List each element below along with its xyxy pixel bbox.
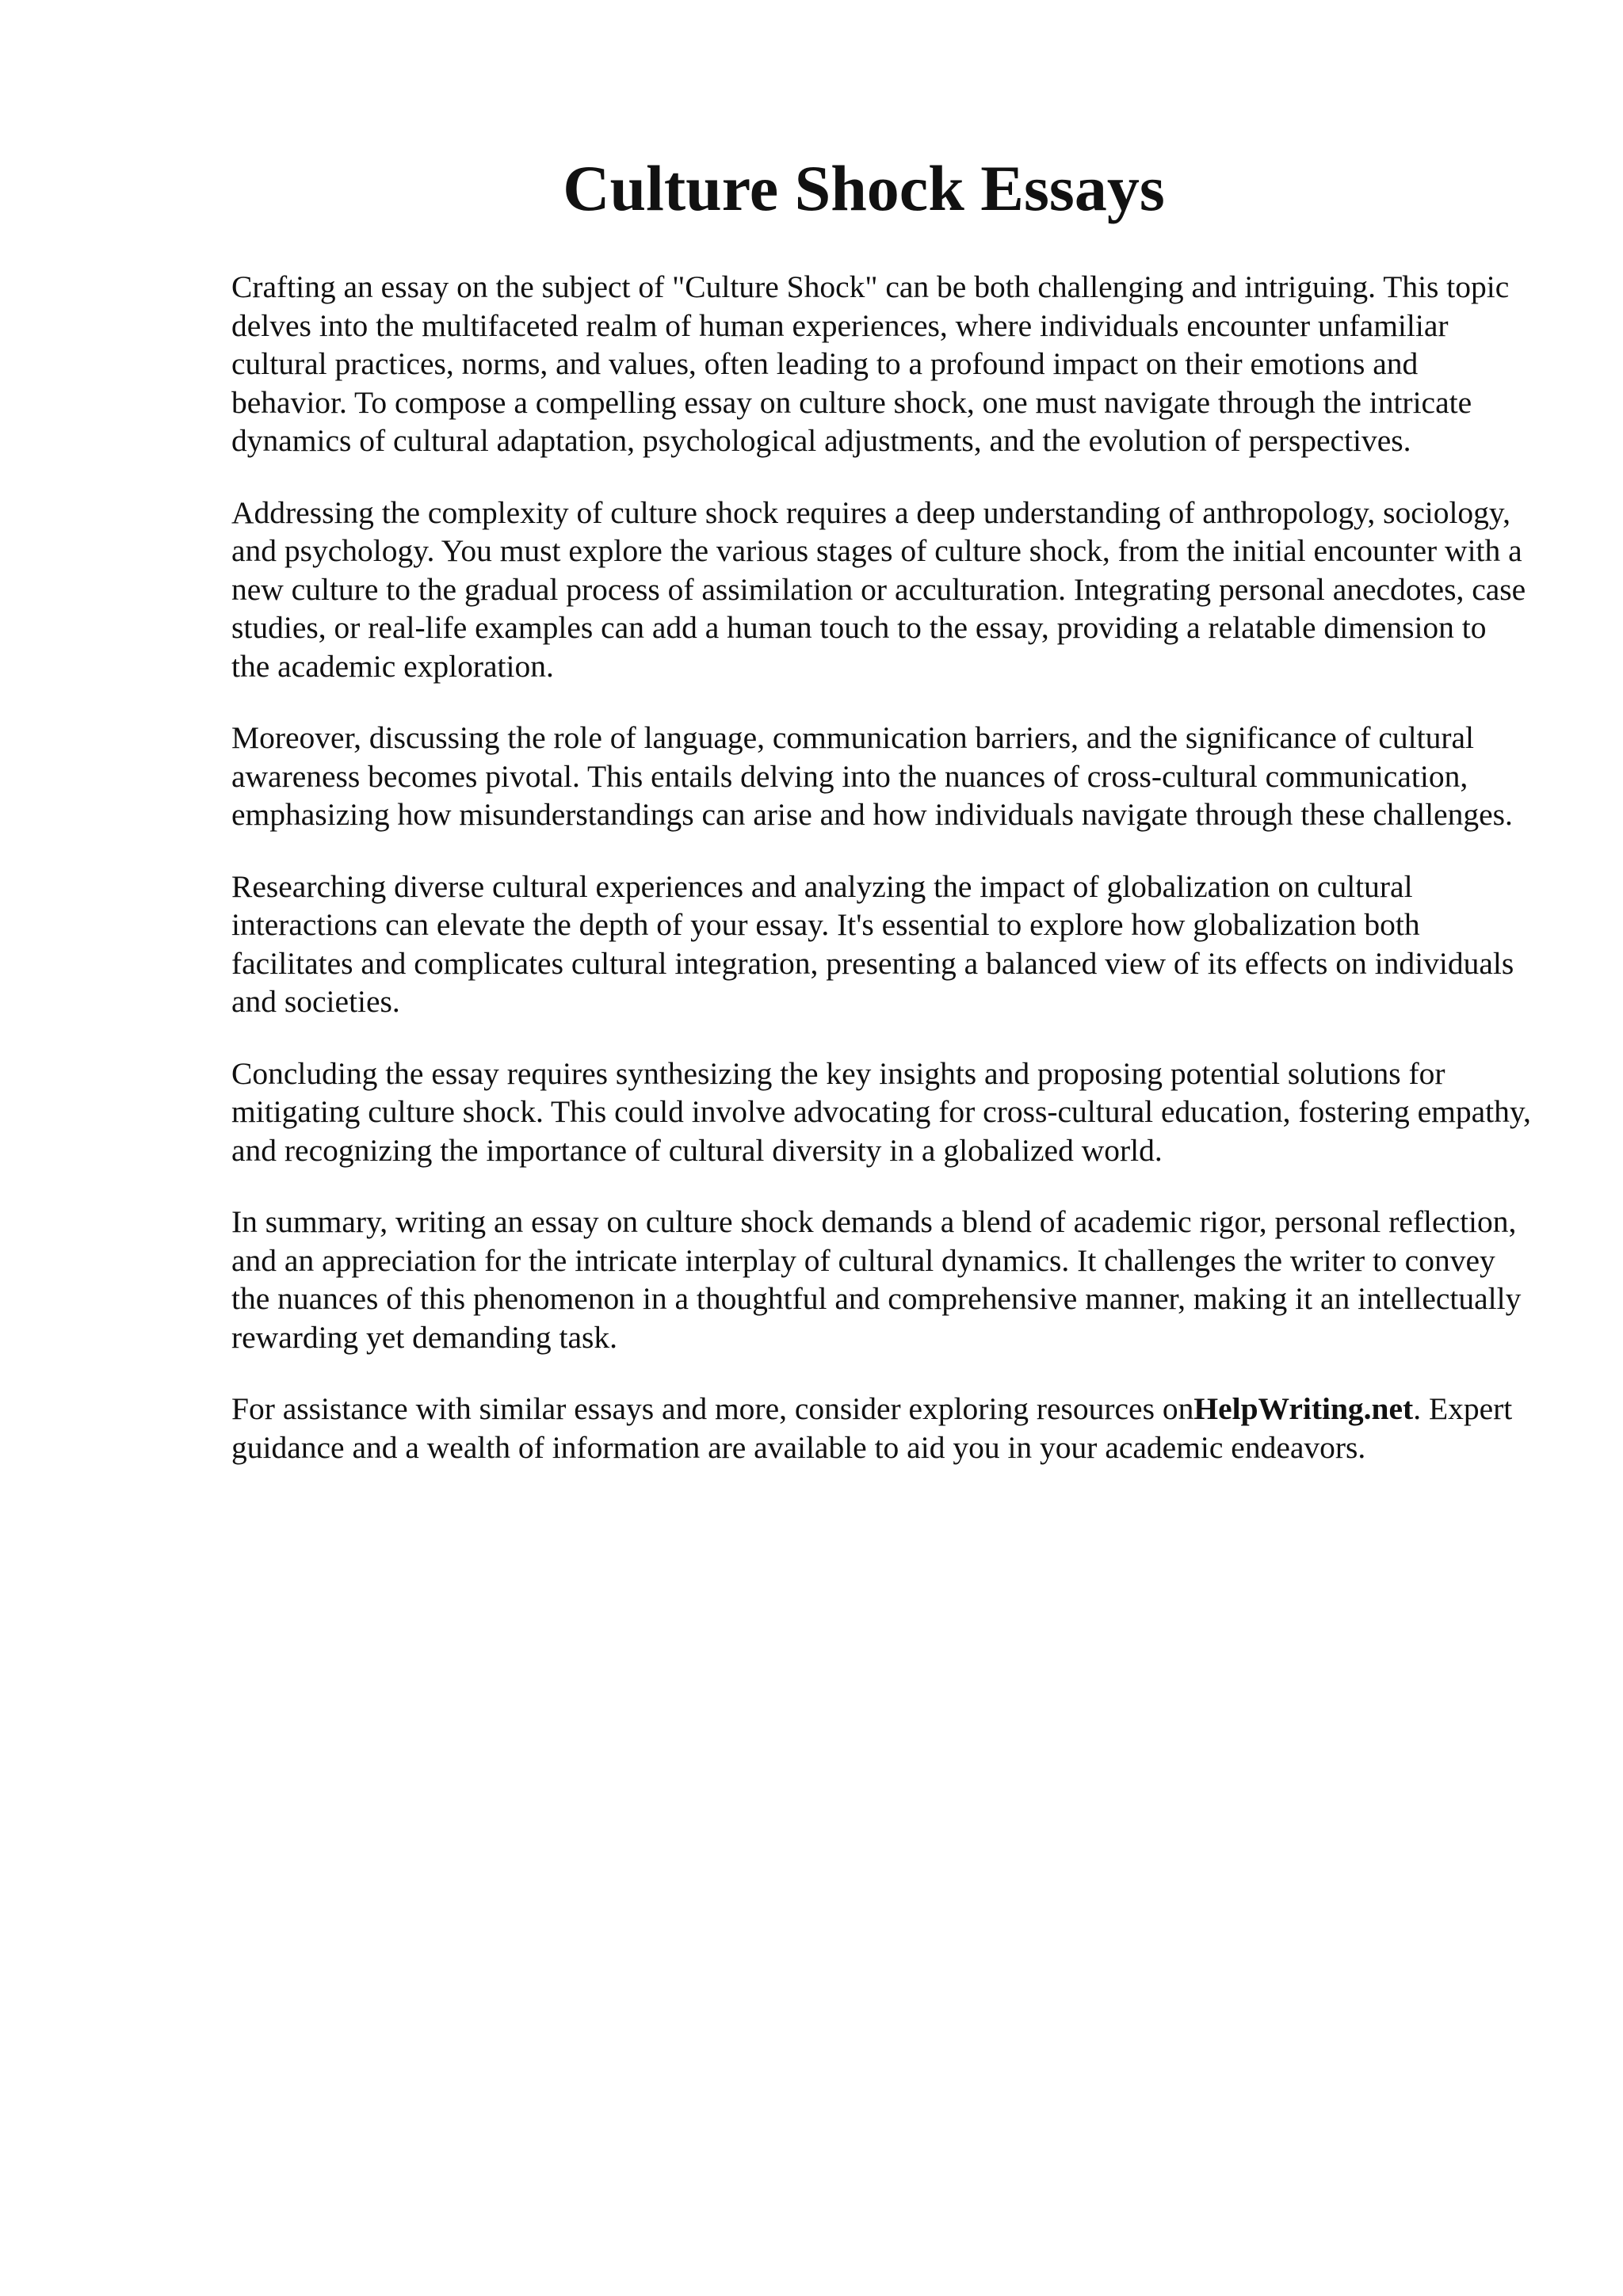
essay-body xyxy=(231,268,1531,1500)
paragraph-3: Moreover, discussing the role of language, communication barriers, and the significance of cultural awareness becomes pivotal. This entails delving into the nuances of cross-cultural communication, emphasizing how misunderstandings can arise and how individuals navigate through these challenges. xyxy=(231,720,1513,832)
paragraph-2: Addressing the complexity of culture shock requires a deep understanding of anthropology, sociology, and psychology. You must explore the various stages of culture shock, from the initial encounter with a new culture to the gradual process of assimilation or acculturation. Integrating personal anecdotes, case studies, or real-life examples can add a human touch to the essay, providing a relatable dimension to the academic exploration. xyxy=(231,494,1526,684)
paragraph-5: Concluding the essay requires synthesizing the key insights and proposing potential solutions for mitigating culture shock. This could involve advocating for cross-cultural education, fostering empathy, and recognizing the importance of cultural diversity in a globalized world. xyxy=(231,1055,1531,1168)
closing-rest-text: Expert guidance and a wealth of information are available to aid you in your academic endeavors. xyxy=(231,1391,1513,1465)
page-title: Culture Shock Essays xyxy=(563,152,1165,224)
closing-lead-text: For assistance with similar essays and more, consider exploring resources on xyxy=(231,1391,1194,1426)
paragraph-6: In summary, writing an essay on culture shock demands a blend of academic rigor, personal reflection, and an appreciation for the intricate interplay of cultural dynamics. It challenges the writer to convey the nuances of this phenomenon in a thoughtful and comprehensive manner, making it an intellectually rewarding yet demanding task. xyxy=(231,1204,1522,1355)
brand-link[interactable]: HelpWriting.net xyxy=(1193,1391,1414,1426)
closing-period: . xyxy=(1413,1391,1422,1426)
closing-paragraph xyxy=(231,1390,1531,1466)
paragraph-4: Researching diverse cultural experiences and analyzing the impact of globalization on cultural interactions can elevate the depth of your essay. It's essential to explore how globalization both facilitates and complicates cultural integration, presenting a balanced view of its effects on individuals and societies. xyxy=(231,868,1514,1019)
paragraph-1: Crafting an essay on the subject of "Culture Shock" can be both challenging and intriguing. This topic delves into the multifaceted realm of human experiences, where individuals encounter unfamiliar cultural practices, norms, and values, often leading to a profound impact on their emotions and behavior. To compose a compelling essay on culture shock, one must navigate through the intricate dynamics of cultural adaptation, psychological adjustments, and the evolution of perspectives. xyxy=(231,269,1510,458)
